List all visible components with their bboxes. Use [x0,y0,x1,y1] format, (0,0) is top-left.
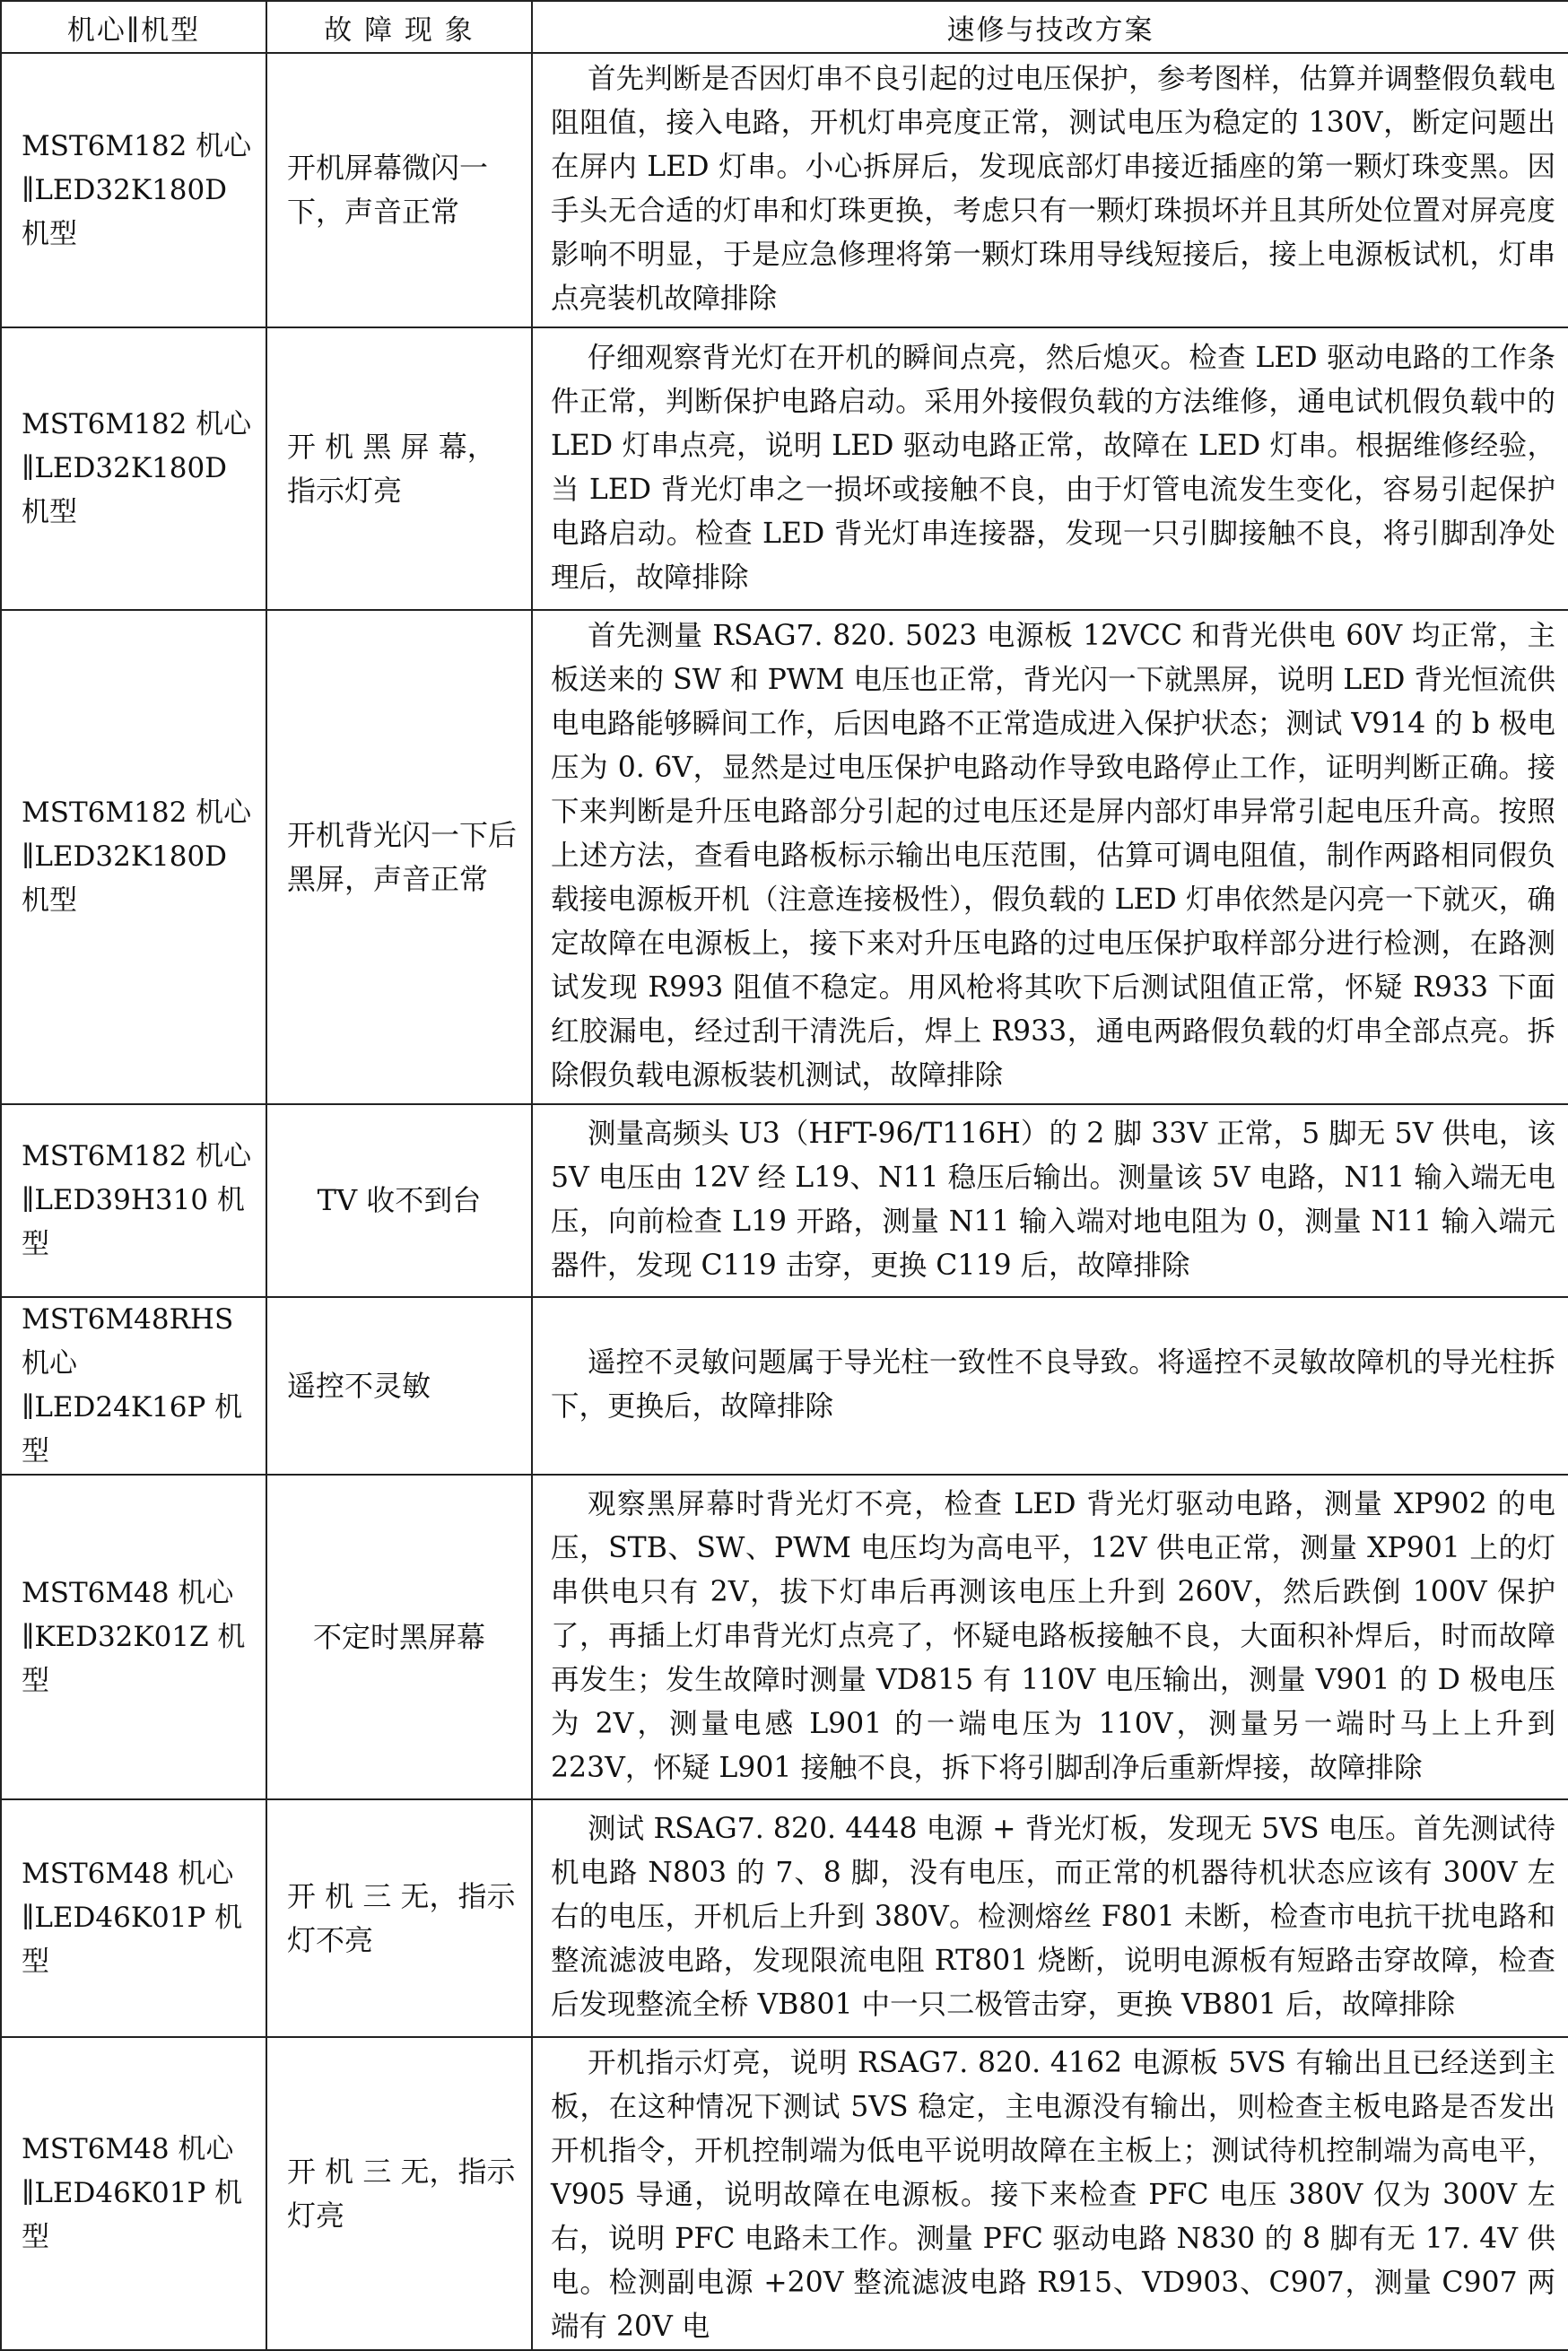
fault-cell: TV 收不到台 [266,1104,532,1297]
table-row [1,1297,1568,1475]
solution-cell: 仔细观察背光灯在开机的瞬间点亮，然后熄灭。检查 LED 驱动电路的工作条件正常，判断保护电路启动。采用外接假负载的方法维修，通电试机假负载中的 LED 灯串点亮，说明 LED 驱动电路正常，故障在 LED 灯串。根据维修经验，当 LED 背光灯串之一损坏或接触不良，由于灯管电流发生变化，容易引起保护电路启动。检查 LED 背光灯串连接器，发现一只引脚接触不良，将引脚刮净处理后，故障排除 [532,327,1568,610]
model-cell: MST6M48RHS 机心∥LED24K16P 机型 [1,1297,266,1475]
model-cell: MST6M182 机心∥LED32K180D 机型 [1,610,266,1104]
header-fault: 故 障 现 象 [266,1,532,53]
table-row [1,1104,1568,1297]
table-row [1,2037,1568,2350]
solution-cell: 观察黑屏幕时背光灯不亮，检查 LED 背光灯驱动电路，测量 XP902 的电压，STB、SW、PWM 电压均为高电平，12V 供电正常，测量 XP901 上的灯串供电只有 2V，拔下灯串后再测该电压上升到 260V，然后跌倒 100V 保护了，再插上灯串背光灯点亮了，怀疑电路板接触不良，大面积补焊后，时而故障再发生；发生故障时测量 VD815 有 110V 电压输出，测量 V901 的 D 极电压为 2V，测量电感 L901 的一端电压为 110V，测量另一端时马上上升到 223V，怀疑 L901 接触不良，拆下将引脚刮净后重新焊接，故障排除 [532,1475,1568,1799]
model-cell: MST6M182 机心∥LED32K180D 机型 [1,53,266,327]
fault-cell: 遥控不灵敏 [266,1297,532,1475]
solution-cell: 首先判断是否因灯串不良引起的过电压保护，参考图样，估算并调整假负载电阻阻值，接入电路，开机灯串亮度正常，测试电压为稳定的 130V，断定问题出在屏内 LED 灯串。小心拆屏后，发现底部灯串接近插座的第一颗灯珠变黑。因手头无合适的灯串和灯珠更换，考虑只有一颗灯珠损坏并且其所处位置对屏亮度影响不明显，于是应急修理将第一颗灯珠用导线短接后，接上电源板试机，灯串点亮装机故障排除 [532,53,1568,327]
model-cell: MST6M182 机心∥LED39H310 机型 [1,1104,266,1297]
table-header-row [1,1,1568,53]
fault-cell: 不定时黑屏幕 [266,1475,532,1799]
solution-cell: 首先测量 RSAG7. 820. 5023 电源板 12VCC 和背光供电 60V 均正常，主板送来的 SW 和 PWM 电压也正常，背光闪一下就黑屏，说明 LED 背光恒流供电电路能够瞬间工作，后因电路不正常造成进入保护状态；测试 V914 的 b 极电压为 0. 6V，显然是过电压保护电路动作导致电路停止工作，证明判断正确。接下来判断是升压电路部分引起的过电压还是屏内部灯串异常引起电压升高。按照上述方法，查看电路板标示输出电压范围，估算可调电阻值，制作两路相同假负载接电源板开机（注意连接极性），假负载的 LED 灯串依然是闪亮一下就灭，确定故障在电源板上，接下来对升压电路的过电压保护取样部分进行检测，在路测试发现 R993 阻值不稳定。用风枪将其吹下后测试阻值正常，怀疑 R933 下面红胶漏电，经过刮干清洗后，焊上 R933，通电两路假负载的灯串全部点亮。拆除假负载电源板装机测试，故障排除 [532,610,1568,1104]
table-row [1,610,1568,1104]
solution-cell: 测试 RSAG7. 820. 4448 电源 + 背光灯板，发现无 5VS 电压。首先测试待机电路 N803 的 7、8 脚，没有电压，而正常的机器待机状态应该有 300V 左右的电压，开机后上升到 380V。检测熔丝 F801 未断，检查市电抗干扰电路和整流滤波电路，发现限流电阻 RT801 烧断，说明电源板有短路击穿故障，检查后发现整流全桥 VB801 中一只二极管击穿，更换 VB801 后，故障排除 [532,1799,1568,2037]
solution-cell: 测量高频头 U3（HFT-96/T116H）的 2 脚 33V 正常，5 脚无 5V 供电，该 5V 电压由 12V 经 L19、N11 稳压后输出。测量该 5V 电路，N11 输入端无电压，向前检查 L19 开路，测量 N11 输入端对地电阻为 0，测量 N11 输入端元器件，发现 C119 击穿，更换 C119 后，故障排除 [532,1104,1568,1297]
model-cell: MST6M48 机心∥LED46K01P 机型 [1,2037,266,2350]
table-row [1,1799,1568,2037]
solution-cell: 遥控不灵敏问题属于导光柱一致性不良导致。将遥控不灵敏故障机的导光柱拆下，更换后，故障排除 [532,1297,1568,1475]
fault-cell: 开 机 黑 屏 幕，指示灯亮 [266,327,532,610]
table-row [1,53,1568,327]
header-model: 机心∥机型 [1,1,266,53]
table-row [1,1475,1568,1799]
solution-cell: 开机指示灯亮，说明 RSAG7. 820. 4162 电源板 5VS 有输出且已经送到主板，在这种情况下测试 5VS 稳定，主电源没有输出，则检查主板电路是否发出开机指令，开机控制端为低电平说明故障在主板上；测试待机控制端为高电平，V905 导通，说明故障在电源板。接下来检查 PFC 电压 380V 仅为 300V 左右，说明 PFC 电路未工作。测量 PFC 驱动电路 N830 的 8 脚有无 17. 4V 供电。检测副电源 +20V 整流滤波电路 R915、VD903、C907，测量 C907 两端有 20V 电 [532,2037,1568,2350]
fault-cell: 开机背光闪一下后黑屏，声音正常 [266,610,532,1104]
fault-cell: 开 机 三 无，指示灯亮 [266,2037,532,2350]
model-cell: MST6M182 机心∥LED32K180D 机型 [1,327,266,610]
fault-cell: 开机屏幕微闪一下，声音正常 [266,53,532,327]
model-cell: MST6M48 机心∥KED32K01Z 机型 [1,1475,266,1799]
fault-cell: 开 机 三 无，指示灯不亮 [266,1799,532,2037]
table-row [1,327,1568,610]
header-solution: 速修与技改方案 [532,1,1568,53]
model-cell: MST6M48 机心∥LED46K01P 机型 [1,1799,266,2037]
